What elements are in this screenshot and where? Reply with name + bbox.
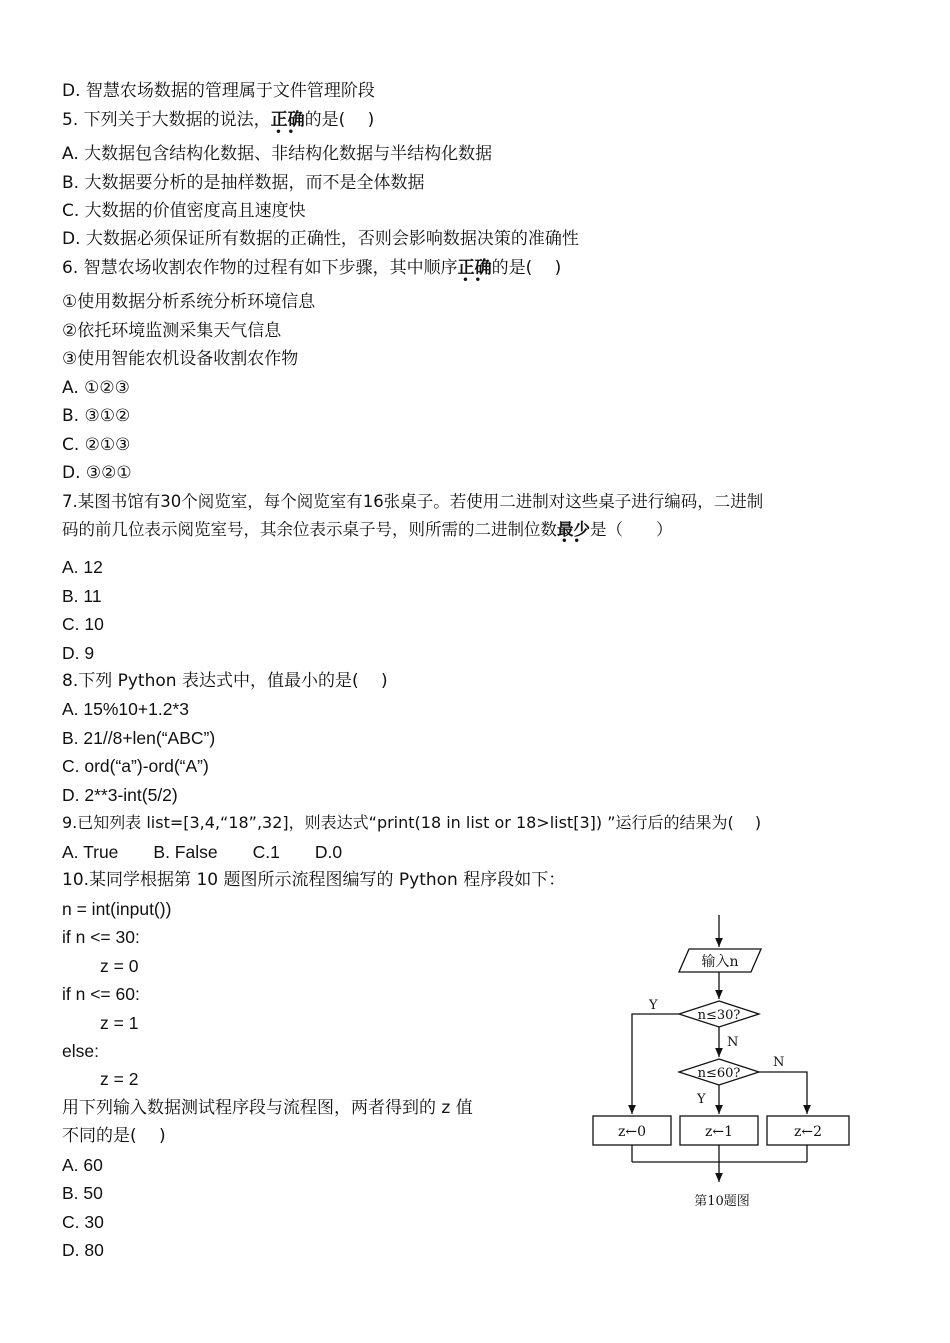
box-z0-label: z←0: [617, 1124, 647, 1140]
q10-question-line1: 用下列输入数据测试程序段与流程图，两者得到的 z 值: [62, 1098, 473, 1118]
q6-option-d: D. ③②①: [62, 463, 132, 483]
q5-stem: 5. 下列关于大数据的说法，正确 •• 的是( ): [62, 110, 375, 138]
q7-emphasis: 最少 ••: [557, 520, 590, 547]
q10-option-d: D. 80: [62, 1240, 104, 1260]
no-branch-2: [759, 1072, 807, 1114]
q5-emphasis: 正确 ••: [270, 110, 305, 138]
q6-option-b: B. ③①②: [62, 406, 131, 426]
q6-stem: 6. 智慧农场收割农作物的过程有如下步骤，其中顺序正确 •• 的是( ): [62, 258, 562, 286]
q7-option-a: A. 12: [62, 557, 103, 577]
flowchart-caption: 第10题图: [694, 1194, 750, 1209]
q6-option-a: A. ①②③: [62, 378, 130, 398]
q10-option-c: C. 30: [62, 1212, 104, 1232]
q5-option-c: C. 大数据的价值密度高且速度快: [62, 201, 306, 221]
input-label: 输入n: [701, 954, 739, 970]
q6-step-3: ③使用智能农机设备收割农作物: [62, 349, 299, 369]
q7-option-d: D. 9: [62, 643, 95, 663]
q8-option-a: A. 15%10+1.2*3: [62, 699, 189, 719]
q7-stem-line1: 7.某图书馆有30个阅览室，每个阅览室有16张桌子。若使用二进制对这些桌子进行编码，二进制: [62, 492, 764, 511]
code-line-4: if n <= 60:: [62, 984, 140, 1004]
flowchart: [585, 912, 860, 1217]
no-label-1: N: [727, 1035, 739, 1050]
code-line-3: z = 0: [100, 956, 139, 976]
q9-options: A. True B. False C.1 D.0: [62, 842, 343, 862]
q10-option-a: A. 60: [62, 1155, 103, 1175]
condition-2-label: n≤60?: [697, 1066, 741, 1081]
code-line-2: if n <= 30:: [62, 927, 140, 947]
yes-branch-1: [632, 1014, 679, 1114]
q8-option-b: B. 21//8+len(“ABC”): [62, 728, 216, 748]
yes-label-2: Y: [697, 1092, 706, 1107]
q10-option-b: B. 50: [62, 1183, 103, 1203]
q4-option-d: D. 智慧农场数据的管理属于文件管理阶段: [62, 81, 375, 101]
q5-option-b: B. 大数据要分析的是抽样数据，而不是全体数据: [62, 173, 425, 193]
q7-option-c: C. 10: [62, 614, 104, 634]
q5-option-d: D. 大数据必须保证所有数据的正确性，否则会影响数据决策的准确性: [62, 229, 579, 249]
code-line-6: else:: [62, 1041, 99, 1061]
q8-option-d: D. 2**3-int(5/2): [62, 785, 178, 805]
q6-step-1: ①使用数据分析系统分析环境信息: [62, 292, 316, 312]
box-z1-label: z←1: [704, 1124, 734, 1140]
q8-option-c: C. ord(“a”)-ord(“A”): [62, 756, 209, 776]
q6-step-2: ②依托环境监测采集天气信息: [62, 321, 282, 341]
yes-label-1: Y: [649, 998, 658, 1013]
box-z2-label: z←2: [793, 1124, 823, 1140]
code-line-7: z = 2: [100, 1069, 139, 1089]
q6-emphasis: 正确 ••: [457, 258, 492, 286]
q8-stem: 8.下列 Python 表达式中，值最小的是( ): [62, 671, 388, 691]
no-label-2: N: [773, 1055, 785, 1070]
q5-option-a: A. 大数据包含结构化数据、非结构化数据与半结构化数据: [62, 144, 493, 164]
q10-question-line2: 不同的是( ): [62, 1126, 166, 1146]
q9-stem: 9.已知列表 list=[3,4,“18”,32]，则表达式“print(18 in list or 18>list[3]) ”运行后的结果为( ): [62, 813, 762, 832]
code-line-5: z = 1: [100, 1013, 139, 1033]
condition-1-label: n≤30?: [697, 1008, 741, 1023]
q7-stem-line2: 码的前几位表示阅览室号，其余位表示桌子号，则所需的二进制位数最少 •• 是（ ）: [62, 520, 673, 547]
code-line-1: n = int(input()): [62, 899, 172, 919]
q10-stem: 10.某同学根据第 10 题图所示流程图编写的 Python 程序段如下：: [62, 870, 566, 890]
q7-option-b: B. 11: [62, 586, 102, 606]
q6-option-c: C. ②①③: [62, 435, 131, 455]
